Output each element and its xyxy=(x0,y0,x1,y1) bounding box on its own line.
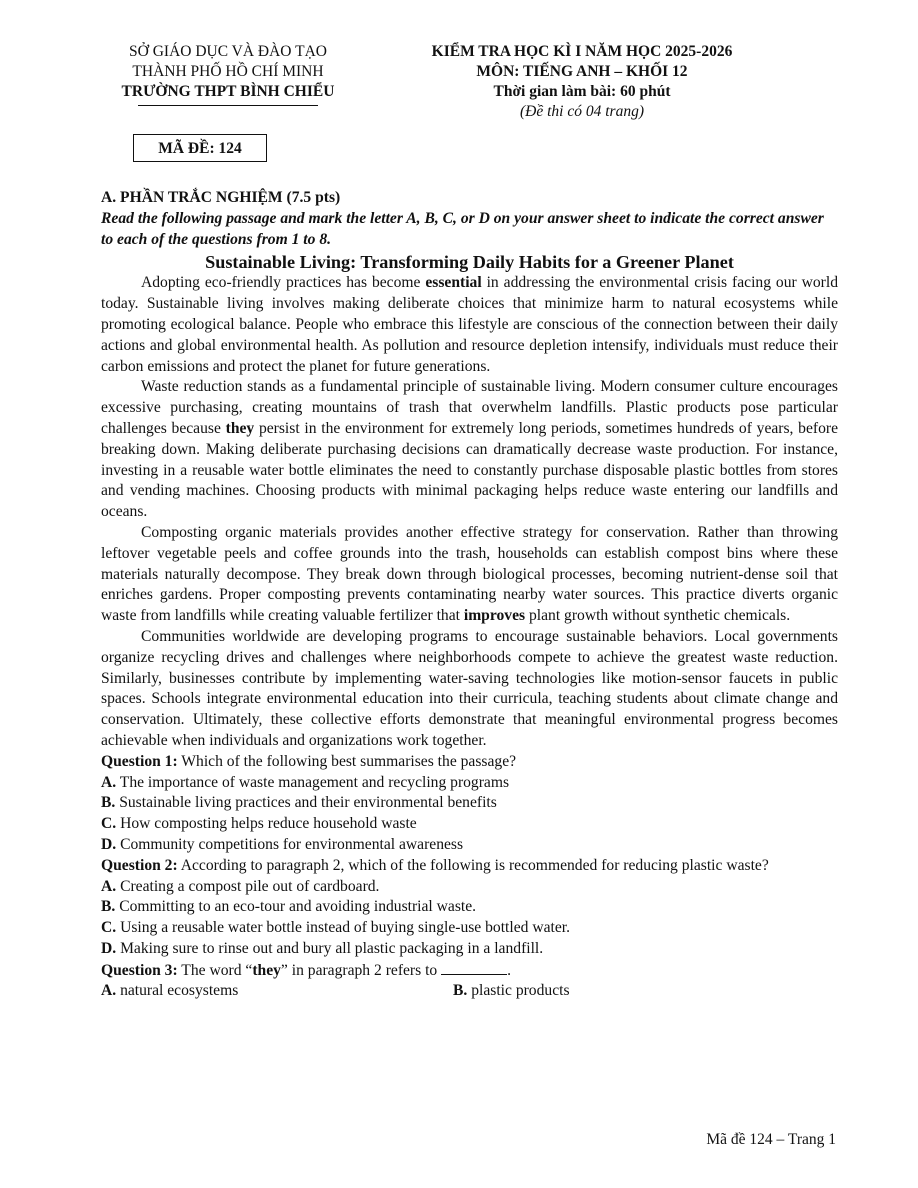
question-3-option-a: A. natural ecosystems xyxy=(101,982,239,1000)
page-footer: Mã đề 124 – Trang 1 xyxy=(706,1131,836,1148)
passage-paragraph-2: Waste reduction stands as a fundamental principle of sustainable living. Modern consumer culture encourages excessive purchasing, creating mountains of trash that overwhelm landfills. Plastic products pose particular challenges because they persist in the environment for extremely long periods, sometimes hundreds of years, before breaking down. Making deliberate purchasing decisions can dramatically decrease waste production. For instance, investing in a reusable water bottle eliminates the need to constantly purchase disposable plastic bottles from stores and vending machines. Choosing products with minimal packaging helps reduce waste entering our landfills and oceans. xyxy=(101,378,838,521)
department-name: SỞ GIÁO DỤC VÀ ĐÀO TẠO xyxy=(129,43,327,60)
question-3-option-b: B. plastic products xyxy=(453,982,570,1000)
question-3: Question 3: The word “they” in paragraph 2 refers to . xyxy=(101,961,512,979)
exam-content xyxy=(101,188,838,1002)
question-1-option-d: D. Community competitions for environmental awareness xyxy=(101,835,464,853)
question-3-keyword: they xyxy=(252,961,281,979)
highlighted-word-they: they xyxy=(225,419,255,437)
header-right xyxy=(372,42,792,122)
question-2-option-a: A. Creating a compost pile out of cardboard. xyxy=(101,877,380,895)
question-3-options-row xyxy=(101,981,838,1002)
question-1-option-a: A. The importance of waste management and recycling programs xyxy=(101,773,510,791)
time-limit: Thời gian làm bài: 60 phút xyxy=(493,83,671,100)
page-count-note: (Đề thi có 04 trang) xyxy=(520,103,644,120)
school-underline xyxy=(138,105,318,106)
subject-line: MÔN: TIẾNG ANH – KHỐI 12 xyxy=(476,63,688,80)
question-1-option-b: B. Sustainable living practices and their environmental benefits xyxy=(101,794,497,812)
exam-code-box: MÃ ĐỀ: 124 xyxy=(133,134,267,162)
highlighted-word-improves: improves xyxy=(463,607,526,625)
passage-paragraph-1: Adopting eco-friendly practices has become essential in addressing the environmental crisis facing our world today. Sustainable living involves making deliberate choices that minimize harm to natural ecosystems while promoting ecological balance. People who embrace this lifestyle are conscious of the connection between their daily actions and global environmental health. As pollution and resource depletion intensify, individuals must reduce their carbon emissions and protect the planet for future generations. xyxy=(101,274,839,375)
section-title: A. PHẦN TRẮC NGHIỆM (7.5 pts) xyxy=(101,189,341,206)
city-name: THÀNH PHỐ HỒ CHÍ MINH xyxy=(132,63,324,80)
question-2-option-b: B. Committing to an eco-tour and avoiding industrial waste. xyxy=(101,898,477,916)
passage-title: Sustainable Living: Transforming Daily Habits for a Greener Planet xyxy=(205,252,734,273)
exam-title: KIỂM TRA HỌC KÌ I NĂM HỌC 2025-2026 xyxy=(431,43,733,60)
question-2: Question 2: According to paragraph 2, which of the following is recommended for reducing plastic waste? xyxy=(101,856,769,874)
passage-paragraph-3: Composting organic materials provides another effective strategy for conservation. Rather than throwing leftover vegetable peels and coffee grounds into the trash, households can establish compost bins where these materials naturally decompose. They break down through biological processes, becoming nutrient-dense soil that enriches gardens. Proper composting prevents contaminating nearby water sources. This practice diverts organic waste from landfills while creating valuable fertilizer that improves plant growth without synthetic chemicals. xyxy=(101,523,838,625)
section-instruction: Read the following passage and mark the letter A, B, C, or D on your answer sheet to indicate the correct answer to each of the questions from 1 to 8. xyxy=(101,209,824,248)
question-1-option-c: C. How composting helps reduce household waste xyxy=(101,815,417,833)
answer-blank xyxy=(441,960,507,975)
question-2-option-d: D. Making sure to rinse out and bury all plastic packaging in a landfill. xyxy=(101,939,544,957)
question-2-option-c: C. Using a reusable water bottle instead of buying single-use bottled water. xyxy=(101,919,571,937)
header-left xyxy=(88,42,368,106)
question-1: Question 1: Which of the following best summarises the passage? xyxy=(101,752,517,770)
school-name: TRƯỜNG THPT BÌNH CHIỂU xyxy=(121,83,335,100)
passage-paragraph-4: Communities worldwide are developing programs to encourage sustainable behaviors. Local governments organize recycling drives and challenges where neighborhoods compete to achieve the greatest waste reduction. Similarly, businesses contribute by implementing water-saving technologies like motion-sensor faucets in public spaces. Schools integrate environmental education into their curricula, teaching students about climate change and conservation. Ultimately, these collective efforts demonstrate that meaningful environmental progress becomes achievable when individuals and organizations work together. xyxy=(101,627,838,749)
highlighted-word-essential: essential xyxy=(425,274,482,292)
